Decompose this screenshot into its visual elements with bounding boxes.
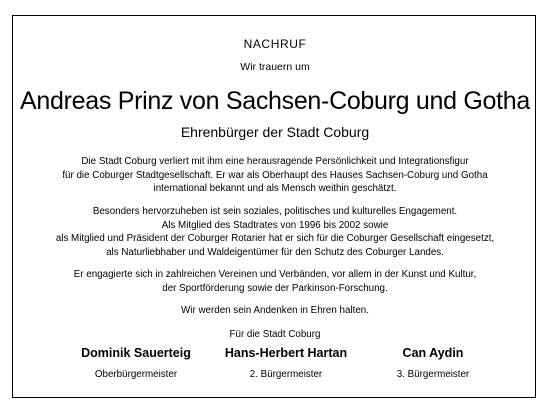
signatory-name: Hans-Herbert Hartan	[224, 346, 348, 360]
honorary-title: Ehrenbürger der Stadt Coburg	[180, 124, 370, 140]
signatory-role: Oberbürgermeister	[94, 369, 178, 380]
paragraph-line: Er engagierte sich in zahlreichen Vereinen und Verbänden, vor allem in der Kunst und Kultur,	[73, 269, 477, 280]
paragraph-line: Als Mitglied des Stadtrates von 1996 bis 2002 sowie	[161, 219, 389, 231]
signatory-name: Dominik Sauerteig	[81, 346, 191, 360]
paragraph-line: als Mitglied und Präsident der Coburger Rotarier hat er sich für die Coburger Gesellschaft eingesetzt,	[55, 233, 495, 245]
signatory-role: 3. Bürgermeister	[396, 369, 470, 380]
paragraph-line: Besonders hervorzuheben ist sein soziales, politisches und kulturelles Engagement.	[92, 206, 458, 217]
paragraph-line: international bekannt und als Mensch weithin geschätzt.	[153, 183, 397, 195]
notice-heading: NACHRUF	[243, 37, 307, 51]
on-behalf-label: Für die Stadt Coburg	[229, 329, 321, 340]
paragraph-remembrance	[0, 304, 550, 318]
signatory-role: 2. Bürgermeister	[249, 369, 323, 380]
paragraph-line: Wir werden sein Andenken in Ehren halten.	[181, 305, 369, 316]
paragraph-engagement	[0, 205, 550, 259]
paragraph-line: als Naturliebhaber und Waldeigentümer für den Schutz des Coburger Landes.	[106, 246, 444, 258]
paragraph-line: für die Coburger Stadtgesellschaft. Er war als Oberhaupt des Hauses Sachsen-Coburg und Gotha	[62, 169, 488, 181]
paragraph-line: der Sportförderung sowie der Parkinson-Forschung.	[162, 282, 388, 294]
signatory-third-mayor	[343, 346, 523, 380]
paragraph-associations	[0, 268, 550, 295]
deceased-name: Andreas Prinz von Sachsen-Coburg und Gotha	[20, 87, 530, 115]
paragraph-tribute	[0, 155, 550, 196]
notice-intro: Wir trauern um	[240, 61, 310, 73]
paragraph-line: Die Stadt Coburg verliert mit ihm eine herausragende Persönlichkeit und Integrationsfigur	[81, 156, 469, 167]
signatory-name: Can Aydin	[402, 346, 464, 360]
